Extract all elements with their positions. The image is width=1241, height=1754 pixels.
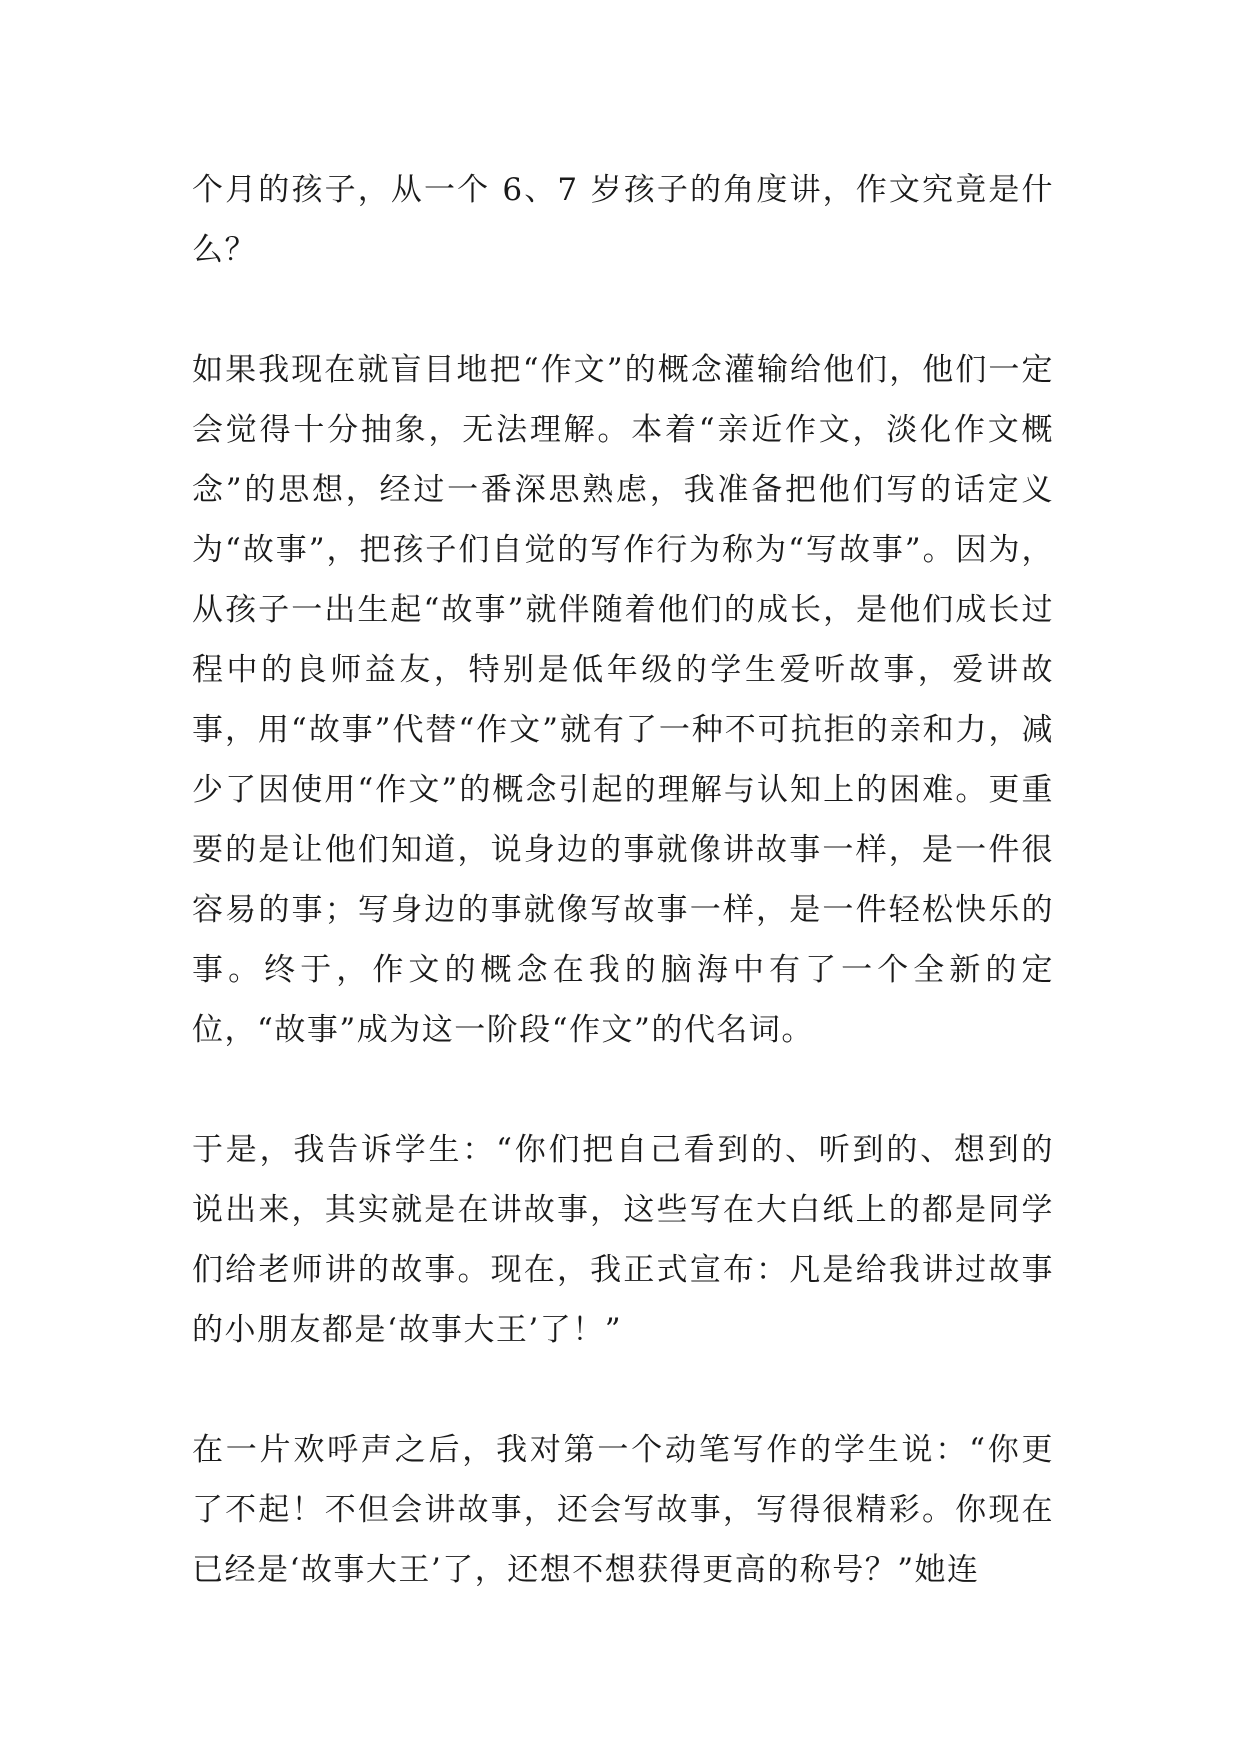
- paragraph-3: 于是，我告诉学生：“你们把自己看到的、听到的、想到的说出来，其实就是在讲故事，这些写在大白纸上的都是同学们给老师讲的故事。现在，我正式宣布：凡是给我讲过故事的小朋友都是‘故事大王’了！”: [192, 1132, 1054, 1348]
- paragraph-2: 如果我现在就盲目地把“作文”的概念灌输给他们，他们一定会觉得十分抽象，无法理解。本着“亲近作文，淡化作文概念”的思想，经过一番深思熟虑，我准备把他们写的话定义为“故事”，把孩子们自觉的写作行为称为“写故事”。因为，从孩子一出生起“故事”就伴随着他们的成长，是他们成长过程中的良师益友，特别是低年级的学生爱听故事，爱讲故事，用“故事”代替“作文”就有了一种不可抗拒的亲和力，减少了因使用“作文”的概念引起的理解与认知上的困难。更重要的是让他们知道，说身边的事就像讲故事一样，是一件很容易的事；写身边的事就像写故事一样，是一件轻松快乐的事。终于，作文的概念在我的脑海中有了一个全新的定位，“故事”成为这一阶段“作文”的代名词。: [192, 352, 1054, 1048]
- document-body: [192, 160, 1054, 1600]
- paragraph-1: 个月的孩子，从一个 6、7 岁孩子的角度讲，作文究竟是什么？: [192, 172, 1054, 268]
- paragraph-4: 在一片欢呼声之后，我对第一个动笔写作的学生说：“你更了不起！不但会讲故事，还会写故事，写得很精彩。你现在已经是‘故事大王’了，还想不想获得更高的称号？”她连: [192, 1432, 1054, 1588]
